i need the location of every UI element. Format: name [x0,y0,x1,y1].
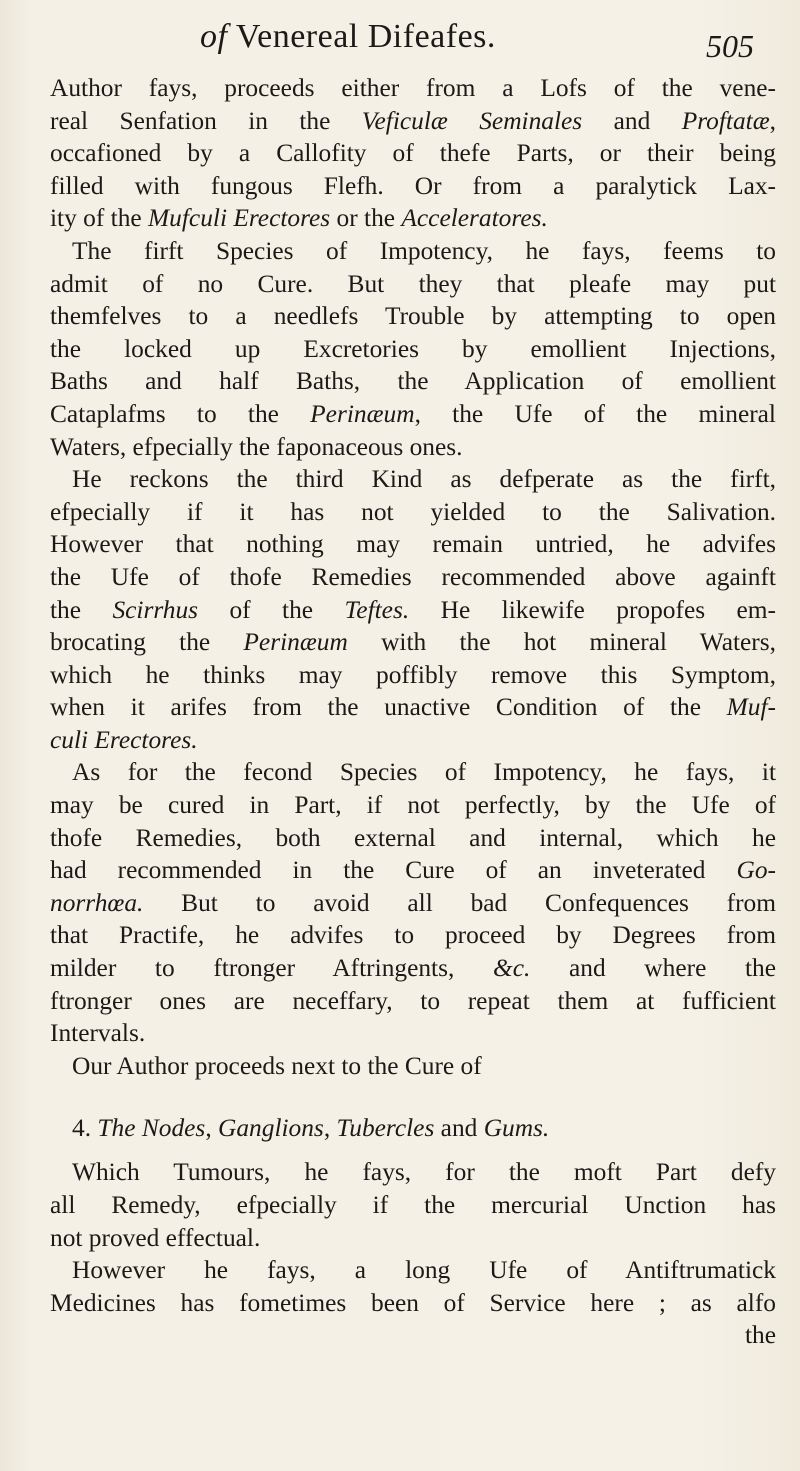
text-line [50,496,776,529]
text-line [50,1254,776,1287]
text-run: filled with fungous Flefh. Or from a paralytick Lax- [50,171,776,200]
text-run: occafioned by a Callofity of thefe Parts, or their being [50,139,776,168]
text-line [50,1017,776,1050]
text-line [50,333,776,366]
text-line [50,854,776,887]
heading-spacer [50,1082,776,1112]
text-run: ftronger ones are neceffary, to repeat them at fufficient [50,986,776,1015]
text-run: admit of no Cure. But they that pleafe may put [50,269,776,298]
italic-text: The Nodes [97,1114,206,1143]
text-run: Medicines has fometimes been of Service here ; as alfo [50,1288,776,1317]
text-block-before-heading [50,72,776,1082]
text-run: But to avoid all bad Confequences from [143,888,776,917]
text-line [50,398,776,431]
text-line [50,1050,776,1083]
italic-text: culi Erectores. [50,725,198,754]
text-run: the Ufe of thofe Remedies recommended above againft [50,562,776,591]
text-run: He likewife propofes em- [409,595,776,624]
text-line [50,985,776,1018]
catchword-line [50,1319,776,1352]
text-line [50,202,776,235]
italic-text: Veficulæ Seminales [361,106,583,135]
text-line [50,137,776,170]
text-run: and where the [530,954,776,983]
text-line [50,691,776,724]
italic-text: Tubercles [336,1114,435,1143]
text-line [50,756,776,789]
italic-text: Ganglions [218,1114,324,1143]
text-block-after-heading [50,1156,776,1319]
running-head-of: of [200,18,228,55]
body-text [50,72,776,1352]
text-run: However he fays, a long Ufe of Antiftrumatick [72,1256,776,1285]
text-run: milder to ftronger Aftringents, [50,954,493,983]
text-run: the locked up Excretories by emollient Injections, [50,334,776,363]
italic-text: Perinæum [243,628,348,657]
text-line [50,365,776,398]
text-line [50,1222,776,1255]
text-line [50,919,776,952]
text-run: As for the fecond Species of Impotency, he fays, it [72,758,776,787]
text-line [50,594,776,627]
text-line [50,789,776,822]
italic-text: Perinæum [310,399,415,428]
section-heading [50,1112,776,1156]
text-run: Waters, efpecially the faponaceous ones. [50,432,463,461]
text-run: and [582,106,682,135]
text-line [50,463,776,496]
text-run: Cataplafms to the [50,399,311,428]
italic-text: Teftes. [344,595,410,624]
text-line [50,170,776,203]
text-run: with the hot mineral Waters, [347,628,776,657]
text-line [50,1189,776,1222]
text-run: that Practife, he advifes to proceed by Degrees from [50,921,776,950]
text-line [50,626,776,659]
text-run: Our Author proceeds next to the Cure of [72,1051,482,1080]
page-header [0,14,800,70]
italic-text: Muf- [726,693,776,722]
text-run: Baths and half Baths, the Application of emollient [50,367,776,396]
text-run: , [323,1114,337,1143]
text-run: , [205,1114,219,1143]
catchword: the [744,1321,776,1350]
text-run: the [50,595,113,624]
text-run: real Senfation in the [50,106,362,135]
text-run: not proved effectual. [50,1223,261,1252]
text-line [50,105,776,138]
text-line [50,431,776,464]
running-head-title: Venereal Difeafes. [227,18,496,55]
text-run: or the [330,204,402,233]
text-run: of the [198,595,345,624]
text-run: thofe Remedies, both external and internal, which he [50,823,776,852]
text-run: ity of the [50,204,149,233]
text-line [50,235,776,268]
text-line [50,822,776,855]
text-line [50,561,776,594]
text-run: all Remedy, efpecially if the mercurial Unction has [50,1191,776,1219]
text-line [50,1156,776,1189]
italic-text: Acceleratores. [401,204,548,233]
text-run: He reckons the third Kind as defperate as the firft, [72,465,776,494]
text-run: brocating the [50,628,244,657]
text-run: , [769,106,776,135]
text-run: The firft Species of Impotency, he fays, feems to [72,236,776,265]
text-run: efpecially if it has not yielded to the Salivation. [50,497,776,526]
text-line [50,952,776,985]
text-run: Which Tumours, he fays, for the moft Part defy [72,1158,776,1187]
text-run: Author fays, proceeds either from a Lofs of the vene- [50,74,776,102]
text-run: themfelves to a needlefs Trouble by attempting to open [50,302,776,331]
text-run: and [434,1114,484,1143]
italic-text: Gums. [483,1114,550,1143]
text-run: had recommended in the Cure of an inveterated [50,856,737,885]
italic-text: &c. [492,954,531,983]
italic-text: norrhœa. [50,888,144,917]
text-line [50,300,776,333]
text-line [50,528,776,561]
text-line [50,72,776,105]
text-run: , the Ufe of the mineral [414,399,776,428]
italic-text: Go- [736,856,776,885]
text-line [50,724,776,757]
page-number: 505 [706,28,754,64]
italic-text: Proftatæ [681,106,770,135]
text-line [50,887,776,920]
text-run: may be cured in Part, if not perfectly, by the Ufe of [50,791,776,820]
text-run: Intervals. [50,1019,146,1048]
italic-text: Scirrhus [112,595,199,624]
running-head [200,18,496,56]
text-line [50,1287,776,1320]
text-line [50,659,776,692]
text-run: However that nothing may remain untried, he advifes [50,530,776,559]
italic-text: Mufculi Erectores [148,204,331,233]
text-line [50,268,776,301]
text-run: which he thinks may poffibly remove this Symptom, [50,660,776,689]
text-run: 4. [72,1114,98,1143]
text-run: when it arifes from the unactive Condition of the [50,693,727,722]
